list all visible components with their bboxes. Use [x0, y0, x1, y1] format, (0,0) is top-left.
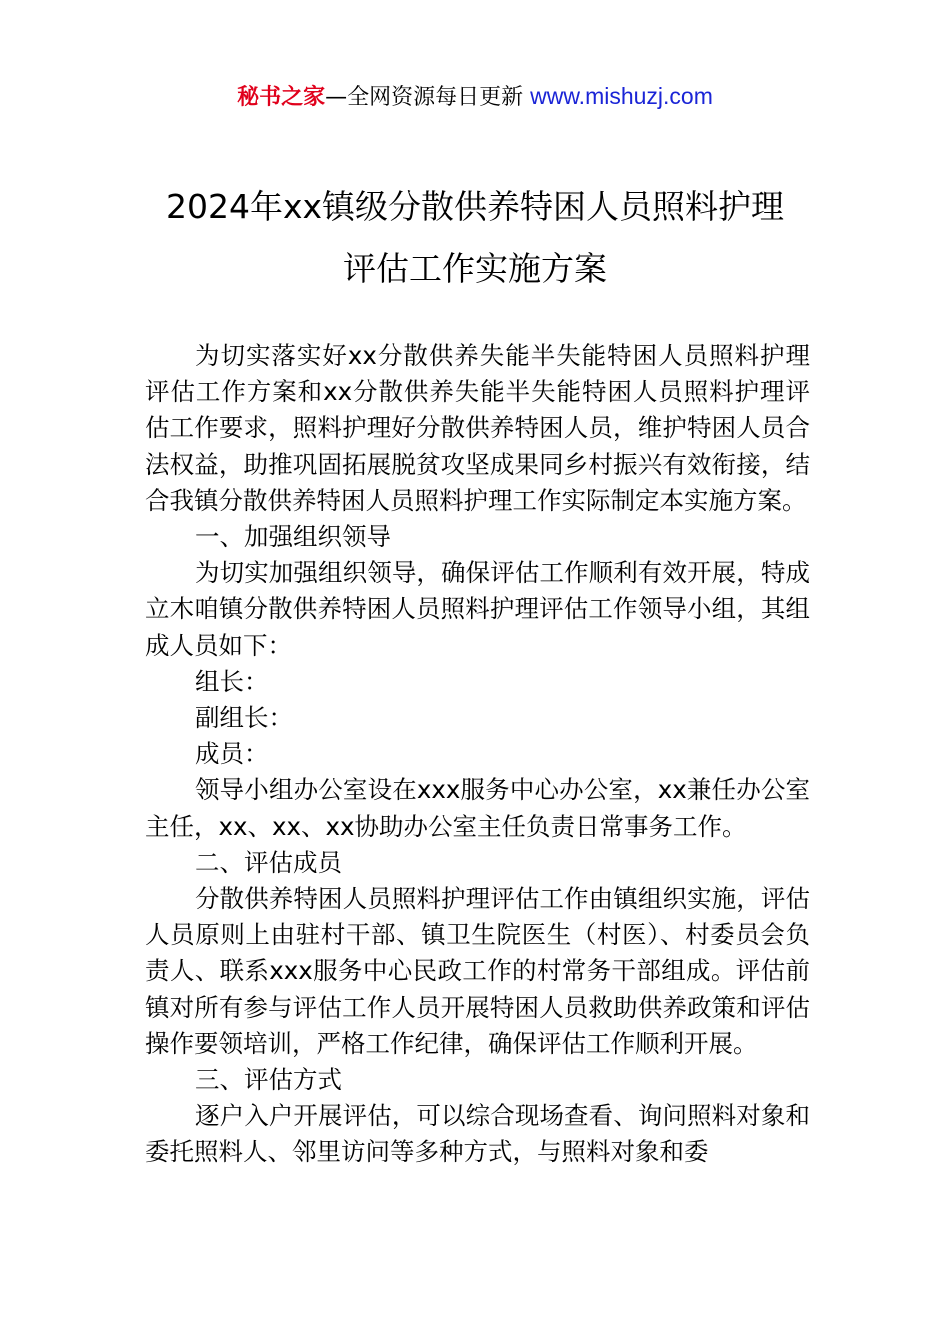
- members-line: 成员：: [195, 739, 269, 769]
- body-paragraph: 分散供养特困人员照料护理评估工作由镇组织实施，评估人员原则上由驻村干部、镇卫生院医生（村医）、村委员会负责人、联系xxx服务中心民政工作的村常务干部组成。评估前镇对所有参与评估工作人员开展特困人员救助供养政策和评估操作要领培训，严格工作纪律，确保评估工作顺利开展。: [145, 884, 810, 1058]
- site-brand: 秘书之家: [237, 85, 326, 110]
- section-heading-1: 一、加强组织领导: [195, 522, 391, 552]
- intro-paragraph: 为切实落实好xx分散供养失能半失能特困人员照料护理评估工作方案和xx分散供养失能半失能特困人员照料护理评估工作要求，照料护理好分散供养特困人员，维护特困人员合法权益，助推巩固拓展脱贫攻坚成果同乡村振兴有效衔接，结合我镇分散供养特困人员照料护理工作实际制定本实施方案。: [145, 341, 810, 515]
- leader-line: 组长：: [195, 666, 269, 696]
- document-body: [145, 338, 810, 1171]
- site-header: [0, 80, 950, 114]
- section-heading-2: 二、评估成员: [195, 847, 342, 877]
- title-line-2: 评估工作实施方案: [343, 249, 607, 288]
- deputy-leader-line: 副组长：: [195, 703, 293, 733]
- site-url-link[interactable]: www.mishuzj.com: [530, 83, 713, 109]
- section-heading-3: 三、评估方式: [195, 1065, 342, 1095]
- site-tagline: —全网资源每日更新: [325, 85, 531, 110]
- body-paragraph: 领导小组办公室设在xxx服务中心办公室，xx兼任办公室主任，xx、xx、xx协助办公室主任负责日常事务工作。: [145, 775, 810, 841]
- document-title: [100, 176, 850, 300]
- body-paragraph: 为切实加强组织领导，确保评估工作顺利有效开展，特成立木咱镇分散供养特困人员照料护理评估工作领导小组，其组成人员如下：: [145, 558, 810, 660]
- title-line-1: 2024年xx镇级分散供养特困人员照料护理: [165, 187, 785, 226]
- body-paragraph: 逐户入户开展评估，可以综合现场查看、询问照料对象和委托照料人、邻里访问等多种方式，与照料对象和委: [145, 1101, 810, 1167]
